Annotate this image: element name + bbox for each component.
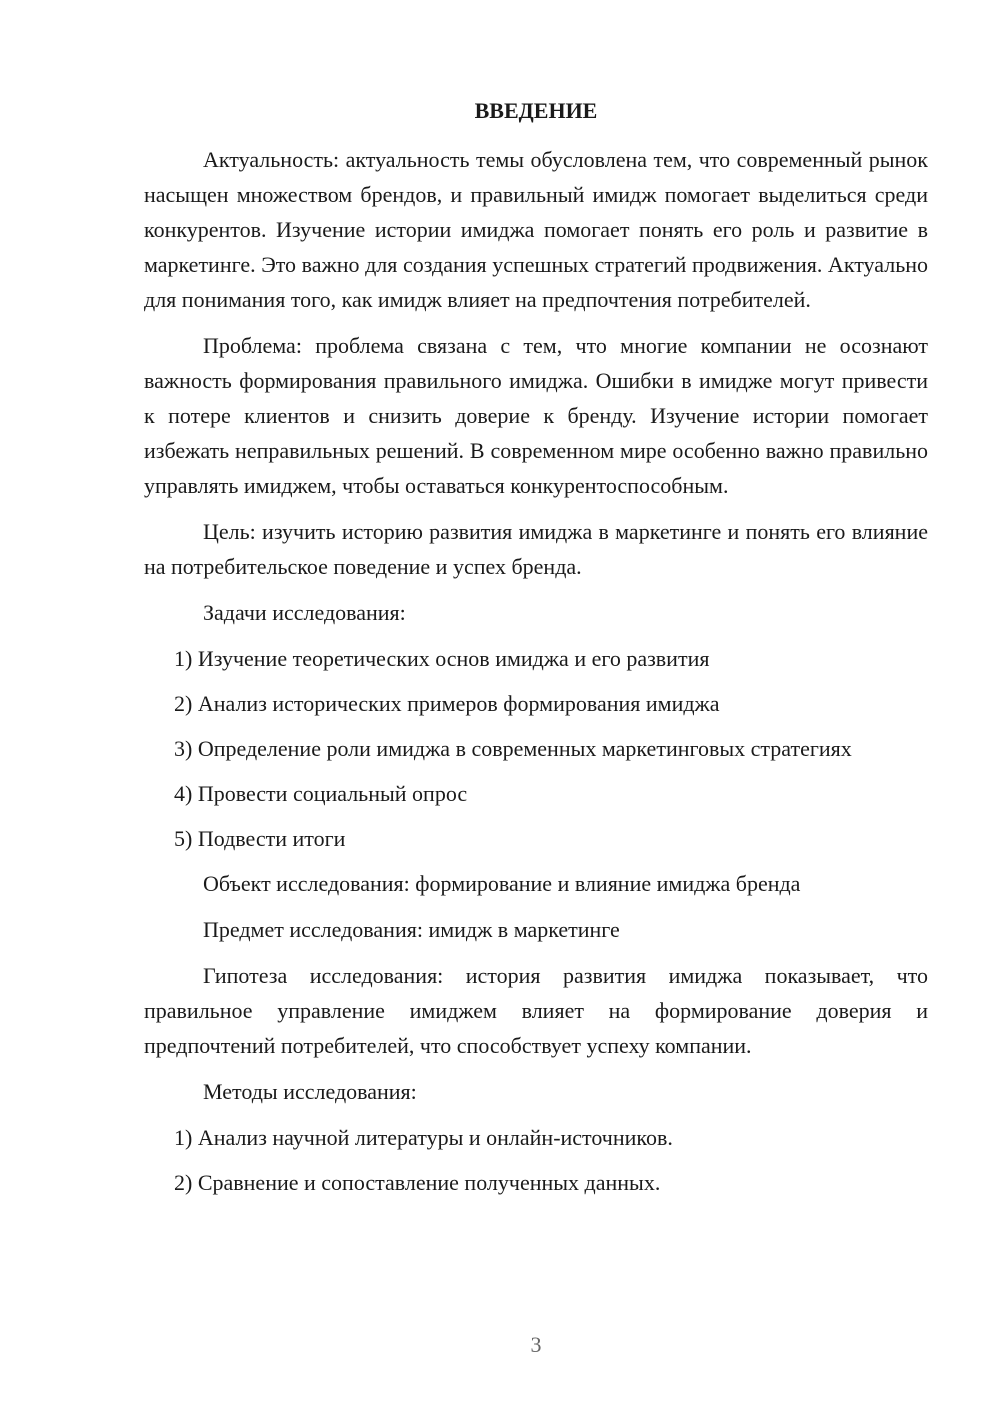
methods-list	[144, 1120, 928, 1200]
paragraph-hypothesis: Гипотеза исследования: история развития имиджа показывает, что правильное управление имиджем влияет на формирование доверия и предпочтений потребителей, что способствует успеху компании.	[144, 963, 928, 1058]
paragraph-tasks-title: Задачи исследования:	[203, 600, 406, 625]
paragraph-relevance: Актуальность: актуальность темы обусловлена тем, что современный рынок насыщен множеством брендов, и правильный имидж помогает выделиться среди конкурентов. Изучение истории имиджа помогает понять его роль и развитие в маркетинге. Это важно для создания успешных стратегий продвижения. Актуально для понимания того, как имидж влияет на предпочтения потребителей.	[144, 147, 928, 312]
page-number: 3	[530, 1332, 542, 1357]
list-item: 5) Подвести итоги	[174, 826, 346, 851]
document-page	[144, 98, 928, 1210]
paragraph-object: Объект исследования: формирование и влияние имиджа бренда	[203, 871, 801, 896]
list-item: 2) Сравнение и сопоставление полученных данных.	[174, 1170, 661, 1195]
tasks-list	[144, 641, 928, 856]
paragraph-problem: Проблема: проблема связана с тем, что многие компании не осознают важность формирования правильного имиджа. Ошибки в имидже могут привести к потере клиентов и снизить доверие к бренду. Изучение истории помогает избежать неправильных решений. В современном мире особенно важно правильно управлять имиджем, чтобы оставаться конкурентоспособным.	[144, 333, 928, 498]
list-item: 1) Изучение теоретических основ имиджа и его развития	[174, 646, 710, 671]
paragraph-goal: Цель: изучить историю развития имиджа в маркетинге и понять его влияние на потребительское поведение и успех бренда.	[144, 519, 928, 579]
list-item: 1) Анализ научной литературы и онлайн-источников.	[174, 1125, 673, 1150]
list-item: 2) Анализ исторических примеров формирования имиджа	[174, 691, 720, 716]
list-item: 3) Определение роли имиджа в современных маркетинговых стратегиях	[174, 736, 852, 761]
list-item: 4) Провести социальный опрос	[174, 781, 468, 806]
paragraph-methods-title: Методы исследования:	[203, 1079, 417, 1104]
paragraph-subject: Предмет исследования: имидж в маркетинге	[203, 917, 620, 942]
section-heading: ВВЕДЕНИЕ	[474, 98, 598, 123]
